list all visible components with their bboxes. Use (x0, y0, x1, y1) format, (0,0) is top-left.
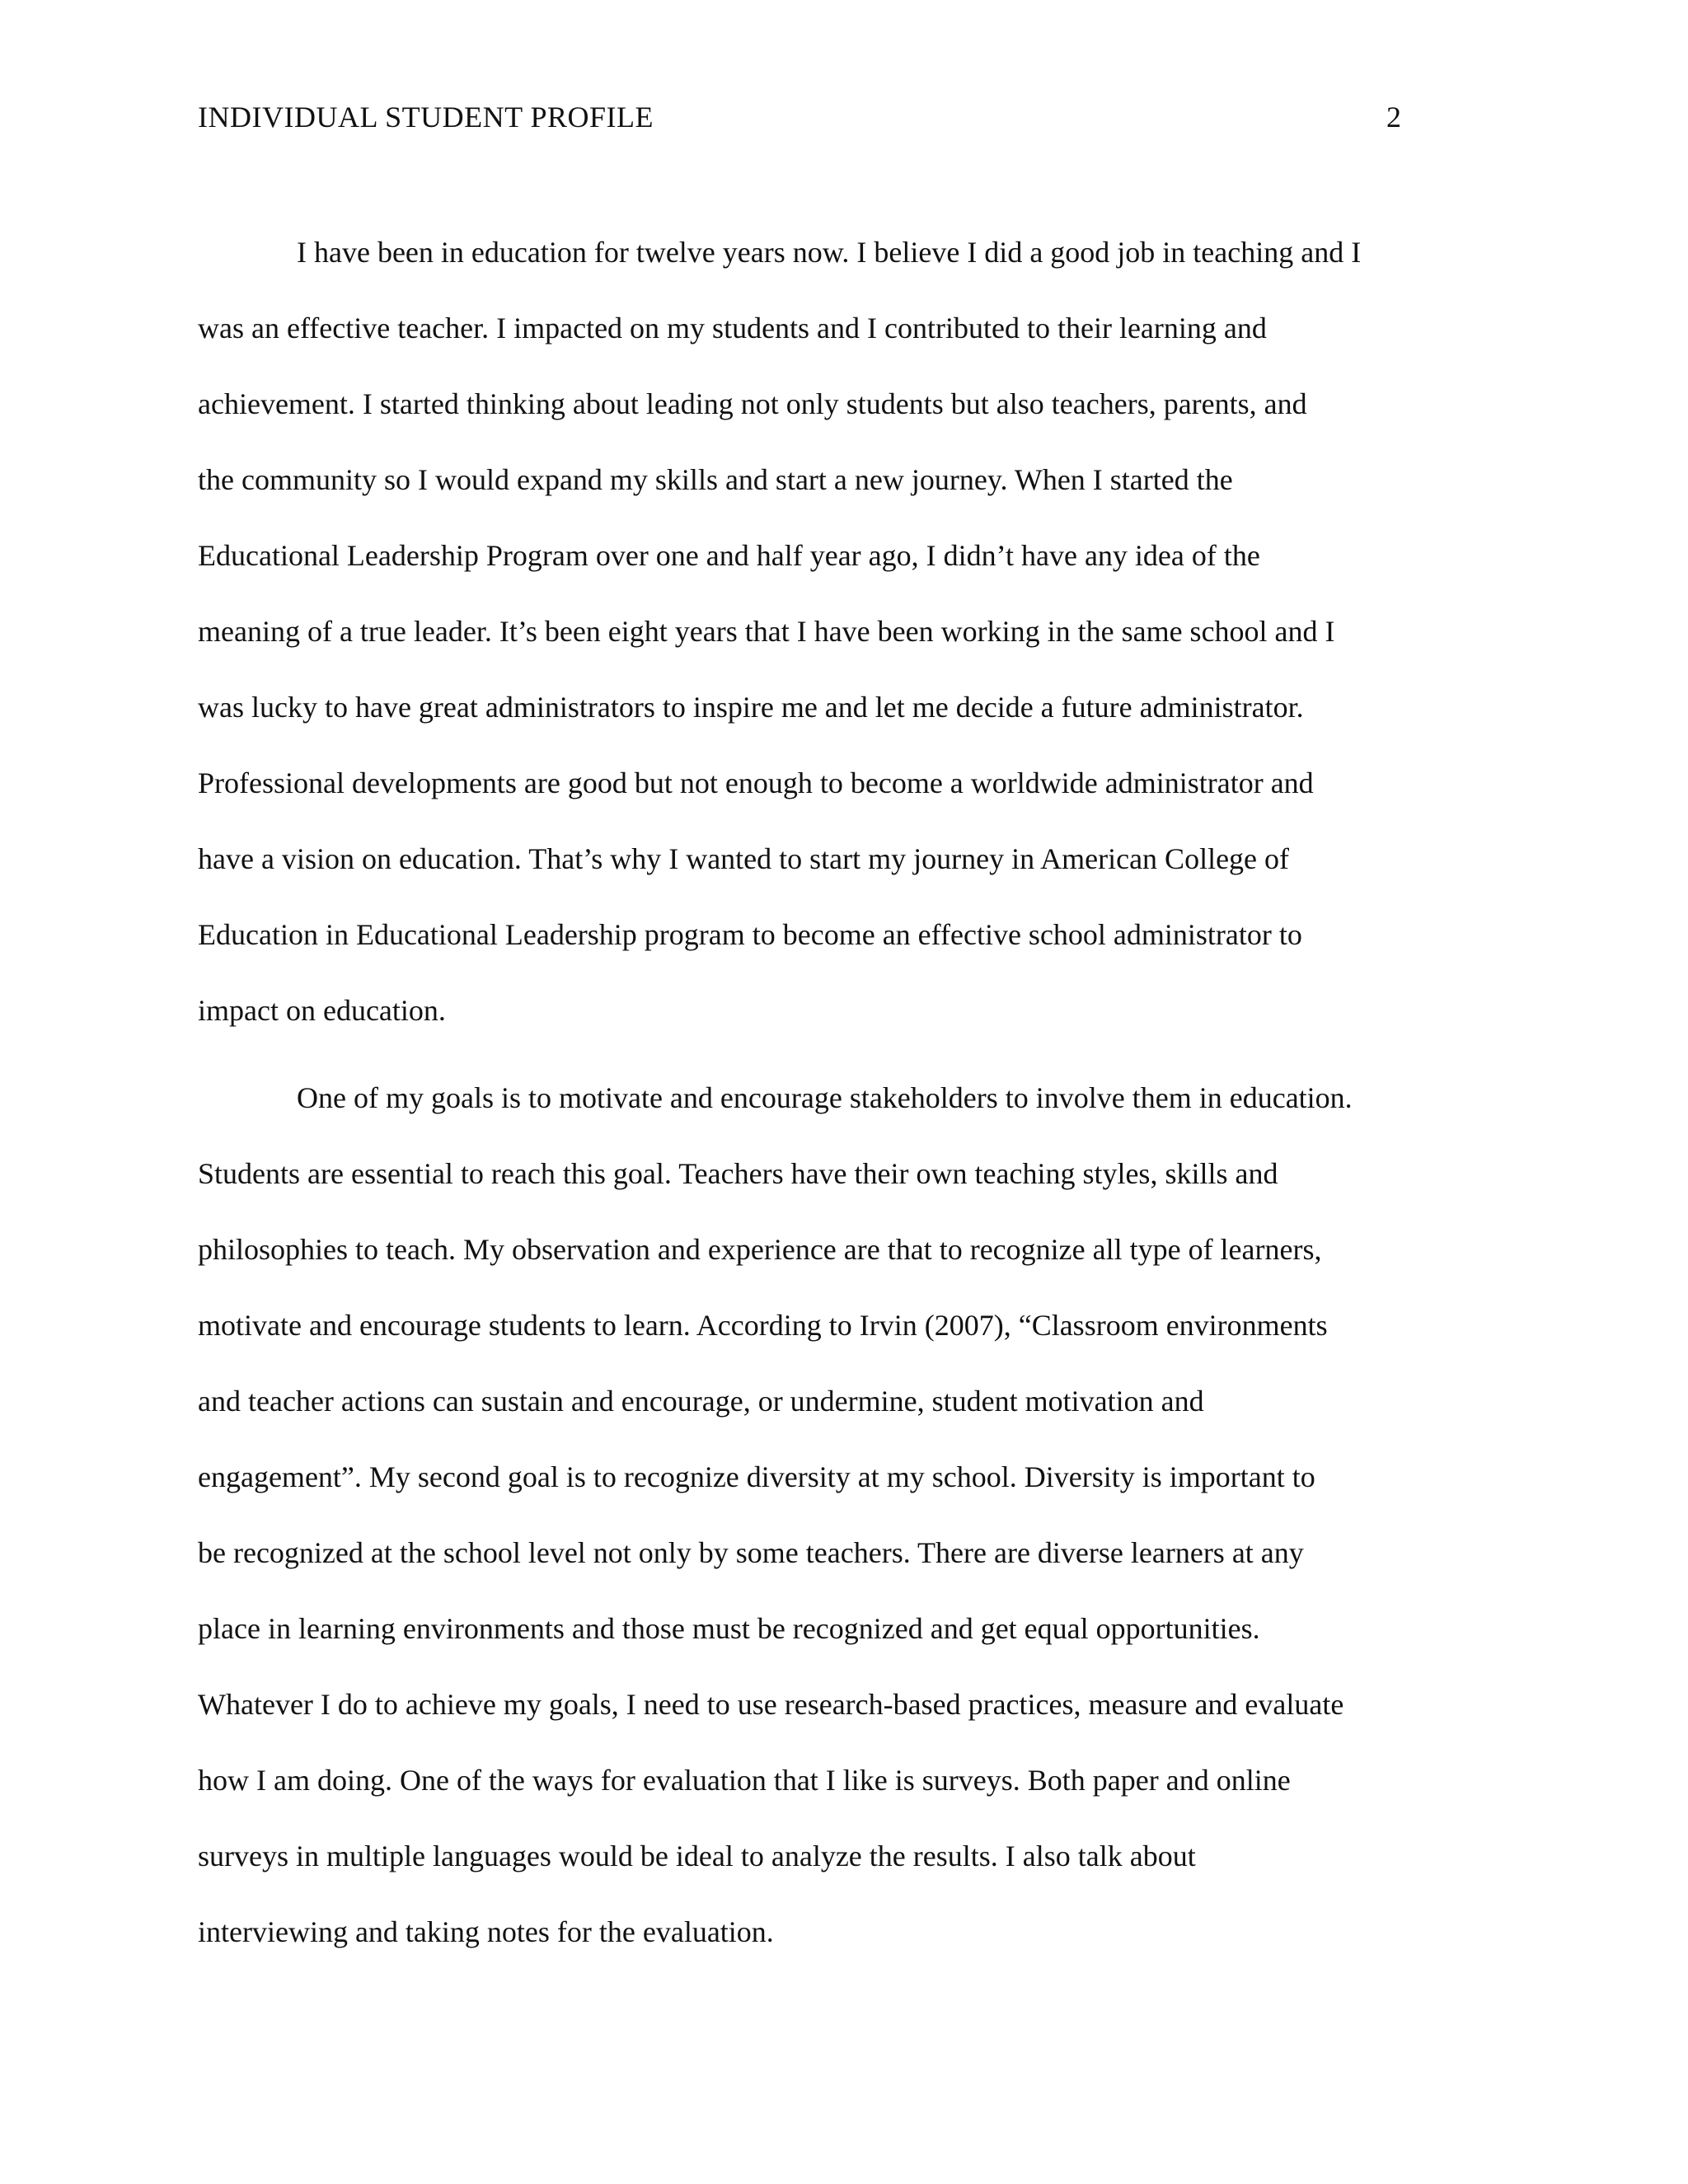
text-line: have a vision on education. That’s why I wanted to start my journey in American College of (198, 842, 1290, 875)
text-line: interviewing and taking notes for the evaluation. (198, 1915, 774, 1948)
running-head: INDIVIDUAL STUDENT PROFILE (198, 101, 654, 134)
text-line: and teacher actions can sustain and encourage, or undermine, student motivation and (198, 1385, 1204, 1418)
text-line: was an effective teacher. I impacted on my students and I contributed to their learning and (198, 312, 1267, 344)
text-line: place in learning environments and those must be recognized and get equal opportunities. (198, 1612, 1260, 1645)
text-line: One of my goals is to motivate and encourage stakeholders to involve them in education. (297, 1081, 1353, 1114)
text-line: impact on education. (198, 994, 446, 1027)
text-line: the community so I would expand my skills and start a new journey. When I started the (198, 463, 1233, 496)
paragraph-2 (198, 1078, 1484, 1988)
text-line: how I am doing. One of the ways for evaluation that I like is surveys. Both paper and online (198, 1764, 1291, 1797)
text-line: Education in Educational Leadership program to become an effective school administrator to (198, 918, 1302, 951)
text-line: philosophies to teach. My observation and experience are that to recognize all type of learners, (198, 1233, 1322, 1266)
text-line: surveys in multiple languages would be ideal to analyze the results. I also talk about (198, 1840, 1196, 1872)
text-line: engagement”. My second goal is to recognize diversity at my school. Diversity is important to (198, 1460, 1315, 1493)
text-line: Professional developments are good but not enough to become a worldwide administrator and (198, 766, 1314, 799)
text-line: Students are essential to reach this goal. Teachers have their own teaching styles, skills and (198, 1157, 1278, 1190)
page-number: 2 (1386, 101, 1401, 134)
text-line: Whatever I do to achieve my goals, I need to use research-based practices, measure and evaluate (198, 1688, 1344, 1721)
text-line: be recognized at the school level not only by some teachers. There are diverse learners at any (198, 1536, 1304, 1569)
text-line: I have been in education for twelve years now. I believe I did a good job in teaching and I (297, 236, 1362, 269)
paragraph-1 (198, 232, 1484, 1066)
text-line: achievement. I started thinking about leading not only students but also teachers, parents, and (198, 387, 1307, 420)
text-line: meaning of a true leader. It’s been eight years that I have been working in the same school and I (198, 615, 1335, 648)
text-line: Educational Leadership Program over one and half year ago, I didn’t have any idea of the (198, 539, 1260, 572)
text-line: was lucky to have great administrators to inspire me and let me decide a future administrator. (198, 691, 1304, 724)
text-line: motivate and encourage students to learn. According to Irvin (2007), “Classroom environments (198, 1309, 1328, 1342)
